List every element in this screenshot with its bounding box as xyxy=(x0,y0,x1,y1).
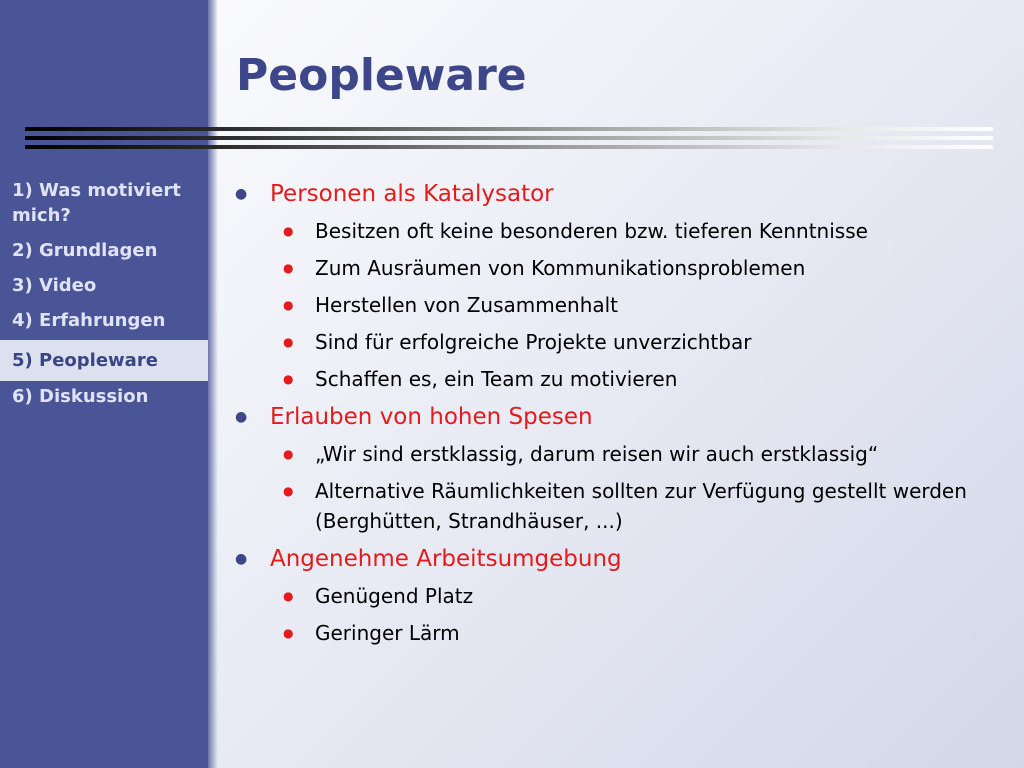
bullet-level2 xyxy=(230,439,990,469)
bullet-text: Sind für erfolgreiche Projekte unverzichtbar xyxy=(315,330,752,354)
bullet-level2 xyxy=(230,253,990,283)
bullet-text: Alternative Räumlichkeiten sollten zur Verfügung gestellt werden (Berghütten, Strandhäuser, ...) xyxy=(315,479,967,533)
bullet-text: „Wir sind erstklassig, darum reisen wir auch erstklassig“ xyxy=(315,442,879,466)
bullet-text: Angenehme Arbeitsumgebung xyxy=(270,546,622,572)
bullet-level2 xyxy=(230,327,990,357)
divider-line xyxy=(25,127,993,131)
nav-item-grundlagen[interactable]: 2) Grundlagen xyxy=(12,240,158,261)
bullet-text: Herstellen von Zusammenhalt xyxy=(315,293,619,317)
bullet-text: Erlauben von hohen Spesen xyxy=(270,404,593,430)
divider-line xyxy=(25,145,993,149)
bullet-text: Personen als Katalysator xyxy=(270,181,554,207)
sidebar xyxy=(0,0,208,768)
bullet-level2 xyxy=(230,618,990,648)
nav-item-motivation[interactable]: 1) Was motiviert mich? xyxy=(12,180,181,226)
bullet-text: Schaffen es, ein Team zu motivieren xyxy=(315,367,678,391)
sidebar-edge-divider xyxy=(208,0,218,768)
slide-title: Peopleware xyxy=(236,50,527,101)
bullet-dot-icon: ● xyxy=(283,626,294,640)
bullet-level2 xyxy=(230,216,990,246)
bullet-dot-icon: ● xyxy=(283,447,294,461)
sidebar-nav xyxy=(0,175,208,416)
bullet-level1 xyxy=(230,401,990,433)
bullet-dot-icon: ● xyxy=(235,551,248,567)
nav-item-peopleware-active[interactable]: 5) Peopleware xyxy=(0,340,208,381)
bullet-text: Geringer Lärm xyxy=(315,621,460,645)
bullet-level2 xyxy=(230,476,990,536)
bullet-text: Zum Ausräumen von Kommunikationsproblemen xyxy=(315,256,806,280)
bullet-level1 xyxy=(230,178,990,210)
bullet-dot-icon: ● xyxy=(283,484,294,498)
bullet-dot-icon: ● xyxy=(283,335,294,349)
nav-item-erfahrungen[interactable]: 4) Erfahrungen xyxy=(12,310,166,331)
bullet-level2 xyxy=(230,290,990,320)
bullet-level2 xyxy=(230,581,990,611)
slide-content xyxy=(230,178,990,655)
bullet-dot-icon: ● xyxy=(283,261,294,275)
bullet-dot-icon: ● xyxy=(235,186,248,202)
bullet-text: Genügend Platz xyxy=(315,584,474,608)
title-underline-stripes xyxy=(25,127,993,154)
bullet-dot-icon: ● xyxy=(283,589,294,603)
bullet-level1 xyxy=(230,543,990,575)
bullet-dot-icon: ● xyxy=(283,372,294,386)
bullet-text: Besitzen oft keine besonderen bzw. tieferen Kenntnisse xyxy=(315,219,868,243)
bullet-dot-icon: ● xyxy=(235,409,248,425)
nav-item-diskussion[interactable]: 6) Diskussion xyxy=(12,386,149,407)
bullet-dot-icon: ● xyxy=(283,224,294,238)
nav-item-video[interactable]: 3) Video xyxy=(12,275,97,296)
bullet-level2 xyxy=(230,364,990,394)
divider-line xyxy=(25,136,993,140)
bullet-dot-icon: ● xyxy=(283,298,294,312)
